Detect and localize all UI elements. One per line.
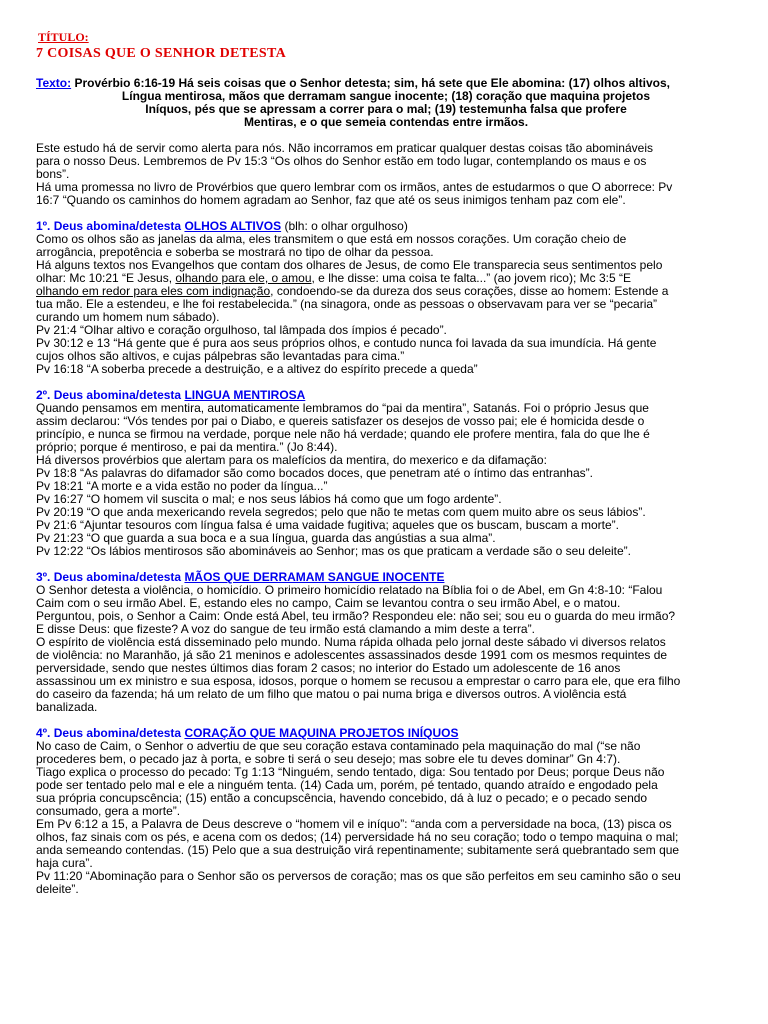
intro-line: 16:7 “Quando os caminhos do homem agradam ao Senhor, faz que até os seus inimigos tenham paz com ele”. [36, 193, 626, 207]
intro-line: para o nosso Deus. Lembremos de Pv 15:3 “Os olhos do Senhor estão em todo lugar, contemplando os maus e os [36, 154, 647, 168]
intro-paragraph [36, 142, 736, 207]
section-2-topic: LINGUA MENTIROSA [184, 388, 306, 402]
intro-line: Há uma promessa no livro de Provérbios que quero lembrar com os irmãos, antes de estudarmos o que O aborrece: Pv [36, 180, 673, 194]
title-label: TÍTULO: [38, 30, 89, 44]
section-3-heading: 3º. Deus abomina/detesta MÃOS QUE DERRAMAM SANGUE INOCENTE [36, 570, 445, 584]
section-4-body: No caso de Caim, o Senhor o advertiu de que seu coração estava contaminado pela maquinação do mal (“se não procederes bem, o pecado jaz à porta, e sobre ti será o seu desejo; mas sobre ele tu deves dominar” Gn 4:7). Tiago explica o processo do pecado: Tg 1:13 “Ninguém, sendo tentado, diga: Sou tentado por Deus; porque Deus não pode ser tentado pelo mal e ele a ninguém tenta. (14) Cada um, porém, pé tentado, quando atraído e engodado pela sua própria concupscência; (15) então a concupscência, havendo concebido, dá à luz o pecado; e o pecado sendo consumado, gera a morte”. Em Pv 6:12 a 15, a Palavra de Deus descreve o “homem vil e iníquo”: “anda com a perversidade na boca, (13) pisca os olhos, faz sinais com os pés, e acena com os dedos; (14) perversidade há no seu coração; todo o tempo maquina o mal; anda semeando contendas. (15) Pelo que a sua destruição virá repentinamente; subitamente será quebrantado sem que haja cura”. Pv 11:20 “Abominação para o Senhor são os perversos de coração; mas os que são perfeitos em seu caminho são o seu deleite”. [36, 739, 681, 896]
scripture-line-4: Mentiras, e o que semeia contendas entre irmãos. [243, 115, 529, 129]
section-1-heading: 1º. Deus abomina/detesta OLHOS ALTIVOS (blh: o olhar orgulhoso) [36, 219, 408, 233]
section-4-heading: 4º. Deus abomina/detesta CORAÇÃO QUE MAQUINA PROJETOS INÍQUOS [36, 726, 459, 740]
section-3-body: O Senhor detesta a violência, o homicídio. O primeiro homicídio relatado na Bíblia foi o de Abel, em Gn 4:8-10: “Falou Caim com o seu irmão Abel. E, estando eles no campo, Caim se levantou contra o seu irmão Abel, e o matou. Perguntou, pois, o Senhor a Caim: Onde está Abel, teu irmão? Respondeu ele: não sei; sou eu o guarda do meu irmão? E disse Deus: que fizeste? A voz do sangue de teu irmão está clamando a mim deste a terra”. O espírito de violência está disseminado pelo mundo. Numa rápida olhada pelo jornal deste sábado vi diversos relatos de violência: no Maranhão, já são 21 meninos e adolescentes assassinados desde 1991 com os mesmos requintes de perversidade, sendo que nestes últimos dias foram 2 casos; no interior do Estado um adolescente de 16 anos assassinou um ex ministro e sua esposa, idosos, porque o homem se recusou a emprestar o carro para ele, que era filho do caseiro da fazenda; há um relato de um filho que matou o pai numa briga e diversos outros. A violência está banalizada. [36, 583, 681, 714]
intro-line: bons”. [36, 167, 70, 181]
scripture-line-3: Iníquos, pés que se apressam a correr para o mal; (19) testemunha falsa que profere [145, 102, 627, 116]
document-page [36, 30, 736, 896]
section-2-heading: 2º. Deus abomina/detesta LINGUA MENTIROSA [36, 388, 306, 402]
scripture-line-1: Texto: Provérbio 6:16-19 Há seis coisas que o Senhor detesta; sim, há sete que Ele abomina: (17) olhos altivos, [36, 76, 670, 90]
section-1-topic: OLHOS ALTIVOS [184, 219, 282, 233]
section-1-body: Como os olhos são as janelas da alma, eles transmitem o que está em nossos corações. Um coração cheio de arrogância, prepotência e soberba se mostrará no tipo de olhar da pessoa. Há alguns textos nos Evangelhos que contam dos olhares de Jesus, de como Ele transparecia seus sentimentos pelo olhar: Mc 10:21 “E Jesus, olhando para ele, o amou, e lhe disse: uma coisa te falta...” (ao jovem rico); Mc 3:5 “E olhando em redor para eles com indignação, condoendo-se da dureza dos seus corações, disse ao homem: Estende a tua mão. Ele a estendeu, e lhe foi restabelecida.” (na sinagora, onde as pessoas o observavam para ver se “pecaria” curando um homem num sábado). Pv 21:4 “Olhar altivo e coração orgulhoso, tal lâmpada dos ímpios é pecado”. Pv 30:12 e 13 “Há gente que é pura aos seus próprios olhos, e contudo nunca foi lavada da sua imundícia. Há gente cujos olhos são altivos, e cujas pálpebras são levantadas para cima.” Pv 16:18 “A soberba precede a destruição, e a altivez do espírito precede a queda” [36, 232, 669, 376]
texto-label: Texto: [36, 76, 72, 90]
scripture-line-2: Língua mentirosa, mãos que derramam sangue inocente; (18) coração que maquina projetos [121, 89, 651, 103]
scripture-text [36, 77, 736, 129]
intro-line: Este estudo há de servir como alerta para nós. Não incorramos em praticar qualquer destas coisas tão abomináveis [36, 141, 653, 155]
section-4-topic: CORAÇÃO QUE MAQUINA PROJETOS INÍQUOS [184, 726, 459, 740]
section-2-body: Quando pensamos em mentira, automaticamente lembramos do “pai da mentira”, Satanás. Foi o próprio Jesus que assim declarou: “Vós tendes por pai o Diabo, e quereis satisfazer os desejos de vosso pai; ele é homicida desde o princípio, e nunca se firmou na verdade, porque nele não há verdade; quando ele profere mentira, fala do que lhe é próprio; porque é mentiroso, e pai da mentira.” (Jo 8:44). Há diversos provérbios que alertam para os malefícios da mentira, do mexerico e da difamação: Pv 18:8 “As palavras do difamador são como bocados doces, que penetram até o íntimo das entranhas”. Pv 18:21 “A morte e a vida estão no poder da língua...” Pv 16:27 “O homem vil suscita o mal; e nos seus lábios há como que um fogo ardente”. Pv 20:19 “O que anda mexericando revela segredos; pelo que não te metas com quem muito abre os seus lábios”. Pv 21:6 “Ajuntar tesouros com língua falsa é uma vaidade fugitiva; aqueles que os buscam, buscam a morte”. Pv 21:23 “O que guarda a sua boca e a sua língua, guarda das angústias a sua alma”. Pv 12:22 “Os lábios mentirosos são abomináveis ao Senhor; mas os que praticam a verdade são o seu deleite”. [36, 401, 650, 558]
section-3-topic: MÃOS QUE DERRAMAM SANGUE INOCENTE [184, 570, 445, 584]
page-title: 7 COISAS QUE O SENHOR DETESTA [36, 46, 287, 61]
